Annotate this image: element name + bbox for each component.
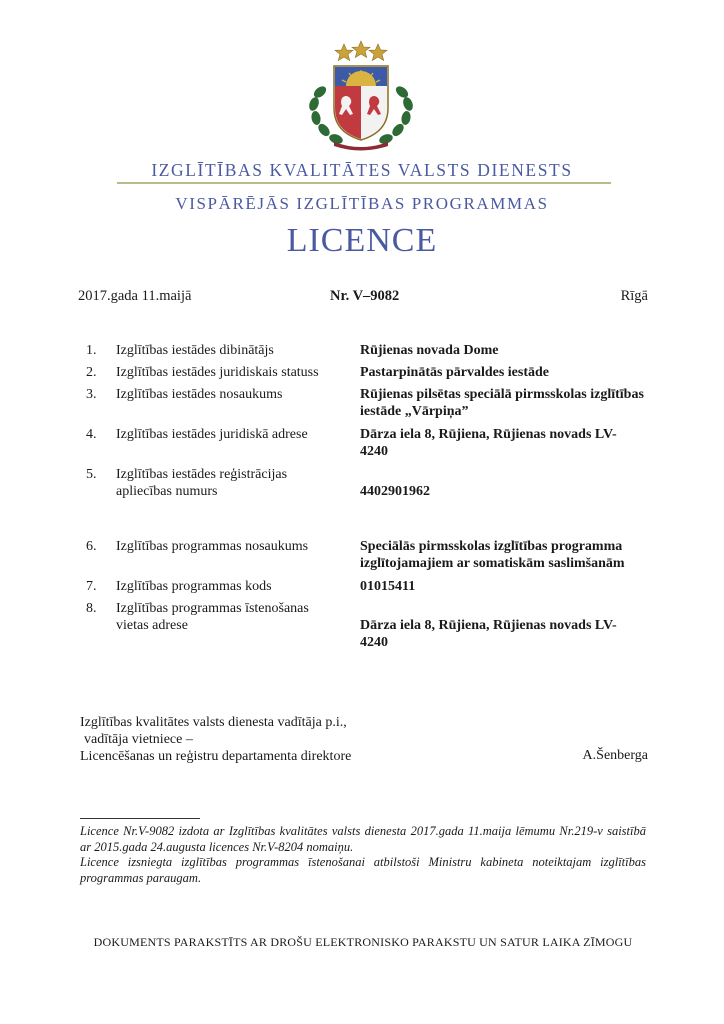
item-value: Dārza iela 8, Rūjiena, Rūjienas novads LV-4240	[360, 618, 617, 650]
item-label: Izglītības programmas kods	[116, 579, 272, 594]
footnote-paragraph-1: Licence Nr.V-9082 izdota ar Izglītības kvalitātes valsts dienesta 2017.gada 11.maija lēmumu Nr.219-v saistībā ar 2015.gada 24.augusta licences Nr.V-8204 nomaiņu.	[80, 824, 646, 854]
item-value: Pastarpinātās pārvaldes iestāde	[360, 365, 549, 380]
coat-of-arms-icon	[304, 40, 418, 152]
program-line: VISPĀRĒJĀS IZGLĪTĪBAS PROGRAMMAS	[175, 194, 549, 213]
item-value: Speciālās pirmsskolas izglītības programma izglītojamajiem ar somatiskām saslimšanām	[360, 539, 625, 571]
item-label: Izglītības iestādes juridiskais statuss	[116, 365, 319, 380]
footnote-paragraph-2: Licence izsniegta izglītības programmas īstenošanai atbilstoši Ministru kabineta noteiktajam izglītības programmas paraugam.	[80, 855, 646, 885]
signature-block	[80, 714, 351, 765]
item-number: 4.	[86, 427, 97, 442]
item-number: 1.	[86, 343, 97, 358]
item-number: 6.	[86, 539, 97, 554]
item-value: 01015411	[360, 579, 416, 594]
footnote	[80, 824, 646, 886]
item-number: 8.	[86, 601, 97, 616]
organization-name: IZGLĪTĪBAS KVALITĀTES VALSTS DIENESTS	[151, 160, 573, 180]
item-number: 3.	[86, 387, 97, 402]
item-number: 5.	[86, 467, 97, 482]
item-label: Izglītības iestādes reģistrācijas apliecības numurs	[116, 467, 288, 499]
signer-position-line3: Licencēšanas un reģistru departamenta direktore	[80, 749, 352, 764]
issue-place: Rīgā	[620, 288, 648, 304]
item-number: 7.	[86, 579, 97, 594]
item-label: Izglītības programmas nosaukums	[116, 539, 309, 554]
item-value: Rūjienas novada Dome	[360, 343, 499, 358]
signer-position-line1: Izglītības kvalitātes valsts dienesta vadītāja p.i.,	[80, 715, 347, 730]
item-label: Izglītības programmas īstenošanas vietas adrese	[116, 601, 309, 633]
item-value: Dārza iela 8, Rūjiena, Rūjienas novads LV-4240	[360, 427, 617, 459]
item-label: Izglītības iestādes nosaukums	[116, 387, 283, 402]
signer-position-line2: vadītāja vietniece –	[84, 732, 193, 747]
issue-date: 2017.gada 11.maijā	[78, 288, 192, 304]
item-label: Izglītības iestādes juridiskā adrese	[116, 427, 308, 442]
item-value: 4402901962	[360, 484, 430, 499]
footnote-divider	[80, 818, 200, 819]
header-divider	[117, 182, 611, 184]
document-title: LICENCE	[286, 222, 438, 259]
item-label: Izglītības iestādes dibinātājs	[116, 343, 274, 358]
electronic-signature-notice: DOKUMENTS PARAKSTĪTS AR DROŠU ELEKTRONISKO PARAKSTU UN SATUR LAIKA ZĪMOGU	[93, 935, 633, 949]
item-number: 2.	[86, 365, 97, 380]
signer-name: A.Šenberga	[582, 748, 648, 763]
license-number: Nr. V–9082	[330, 288, 400, 304]
item-value: Rūjienas pilsētas speciālā pirmsskolas izglītības iestāde „Vārpiņa”	[360, 387, 644, 419]
